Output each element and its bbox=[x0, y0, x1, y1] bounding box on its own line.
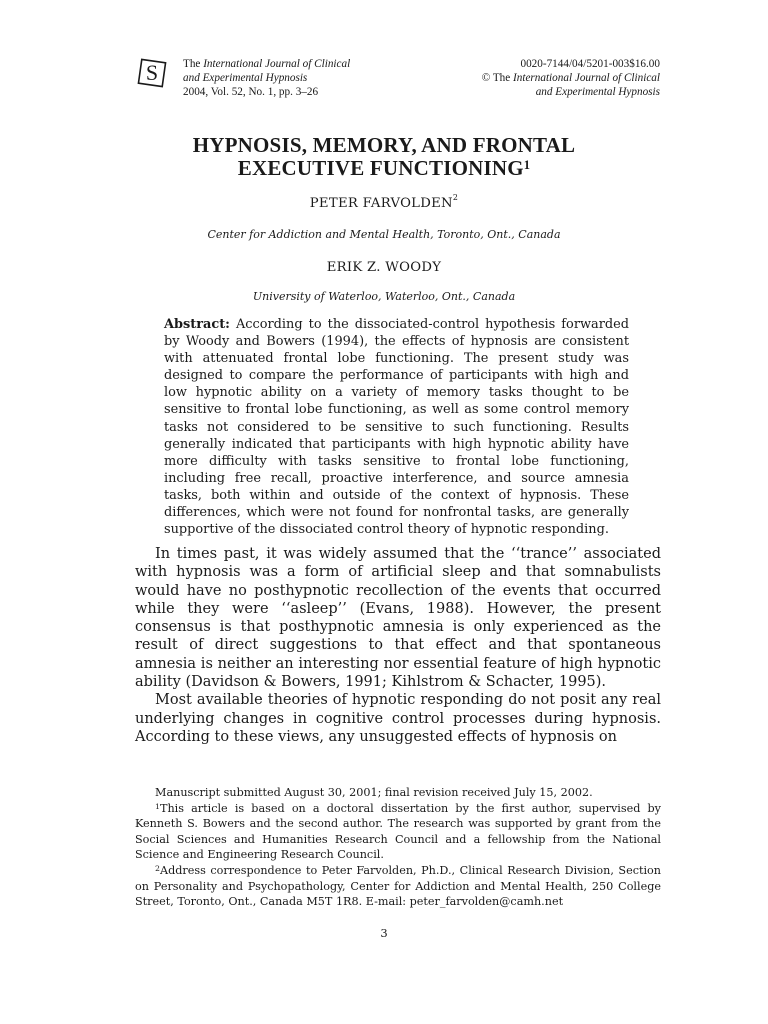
author-2-name: ERIK Z. WOODY bbox=[326, 260, 442, 275]
abstract-label: Abstract: bbox=[164, 317, 230, 332]
author-1 bbox=[0, 193, 768, 211]
publisher-logo bbox=[137, 58, 167, 88]
page-number: 3 bbox=[380, 926, 388, 940]
journal-name-part1: International Journal of Clinical bbox=[203, 58, 351, 70]
abstract-text: According to the dissociated-control hypothesis forwarded by Woody and Bowers (1994), the effects of hypnosis are consistent with attenuated frontal lobe functioning. The present study was designed to compare the performance of participants with high and low hypnotic ability on a variety of memory tasks thought to be sensitive to frontal lobe functioning, as well as some control memory tasks not considered to be sensitive to such functioning. Results generally indicated that participants with high hypnotic ability have more difficulty with tasks sensitive to frontal lobe functioning, including free recall, proactive interference, and source amnesia tasks, both within and outside of the context of hypnosis. These differences, which were not found for nonfrontal tasks, are generally supportive of the dissociated control theory of hypnotic responding. bbox=[164, 317, 629, 538]
body-text bbox=[135, 545, 661, 746]
title-line-1: HYPNOSIS, MEMORY, AND FRONTAL bbox=[192, 133, 576, 157]
author-1-footnote-mark: 2 bbox=[452, 193, 459, 202]
footnote-2-mark: 2 bbox=[155, 863, 160, 873]
footnote-2-text: Address correspondence to Peter Farvolden, Ph.D., Clinical Research Division, Section on Personality and Psychopathology, Center for Addiction and Mental Health, 250 College Street, Toronto, Ont., Canada M5T 1R8. E-mail: peter_farvolden@camh.net bbox=[135, 863, 661, 909]
author-2-affiliation: University of Waterloo, Waterloo, Ont., Canada bbox=[252, 290, 516, 303]
issn-code: 0020-7144/04/5201-003$16.00 bbox=[520, 58, 660, 70]
footnote-1 bbox=[135, 801, 661, 863]
manuscript-note: Manuscript submitted August 30, 2001; final revision received July 15, 2002. bbox=[155, 786, 593, 799]
footnote-2 bbox=[135, 863, 661, 910]
author-1-affiliation: Center for Addiction and Mental Health, Toronto, Ont., Canada bbox=[207, 228, 561, 241]
author-2 bbox=[0, 260, 768, 275]
copyright-journal-part1: International Journal of Clinical bbox=[513, 72, 660, 84]
body-paragraph-2: Most available theories of hypnotic responding do not posit any real underlying changes in cognitive control processes during hypnosis. According to these views, any unsuggested effects of hypnosis on bbox=[135, 692, 661, 745]
journal-header bbox=[0, 55, 768, 105]
journal-name-part2: and Experimental Hypnosis bbox=[183, 72, 308, 84]
copyright-right bbox=[482, 57, 660, 99]
header-the: The bbox=[183, 58, 201, 70]
copyright-journal-part2: and Experimental Hypnosis bbox=[535, 86, 660, 98]
title-footnote-mark: 1 bbox=[523, 158, 531, 172]
body-paragraph-1: In times past, it was widely assumed that the ‘‘trance’’ associated with hypnosis was a form of artificial sleep and that somnabulists would have no posthypnotic recollection of the events that occurred while they were ‘‘asleep’’ (Evans, 1988). However, the present consensus is that posthypnotic amnesia is only experienced as the result of direct suggestions to that effect and that spontaneous amnesia is neither an interesting nor essential feature of high hypnotic ability (Davidson & Bowers, 1991; Kihlstrom & Schacter, 1995). bbox=[135, 546, 661, 691]
footnote-1-mark: 1 bbox=[155, 801, 160, 811]
volume-info: 2004, Vol. 52, No. 1, pp. 3–26 bbox=[183, 86, 319, 98]
title-line-2: EXECUTIVE FUNCTIONING bbox=[237, 156, 524, 180]
citation-left bbox=[183, 57, 350, 99]
article-title bbox=[0, 134, 768, 180]
footnotes bbox=[135, 785, 661, 910]
copyright-prefix: © The bbox=[481, 72, 511, 84]
footnote-1-text: This article is based on a doctoral dissertation by the first author, supervised by Kenneth S. Bowers and the second author. The research was supported by grant from the Social Sciences and Humanities Research Council and a fellowship from the National Science and Engineering Research Council. bbox=[135, 801, 661, 862]
author-1-name: PETER FARVOLDEN bbox=[309, 196, 453, 211]
logo-letter: S bbox=[145, 60, 159, 85]
abstract bbox=[164, 316, 629, 538]
